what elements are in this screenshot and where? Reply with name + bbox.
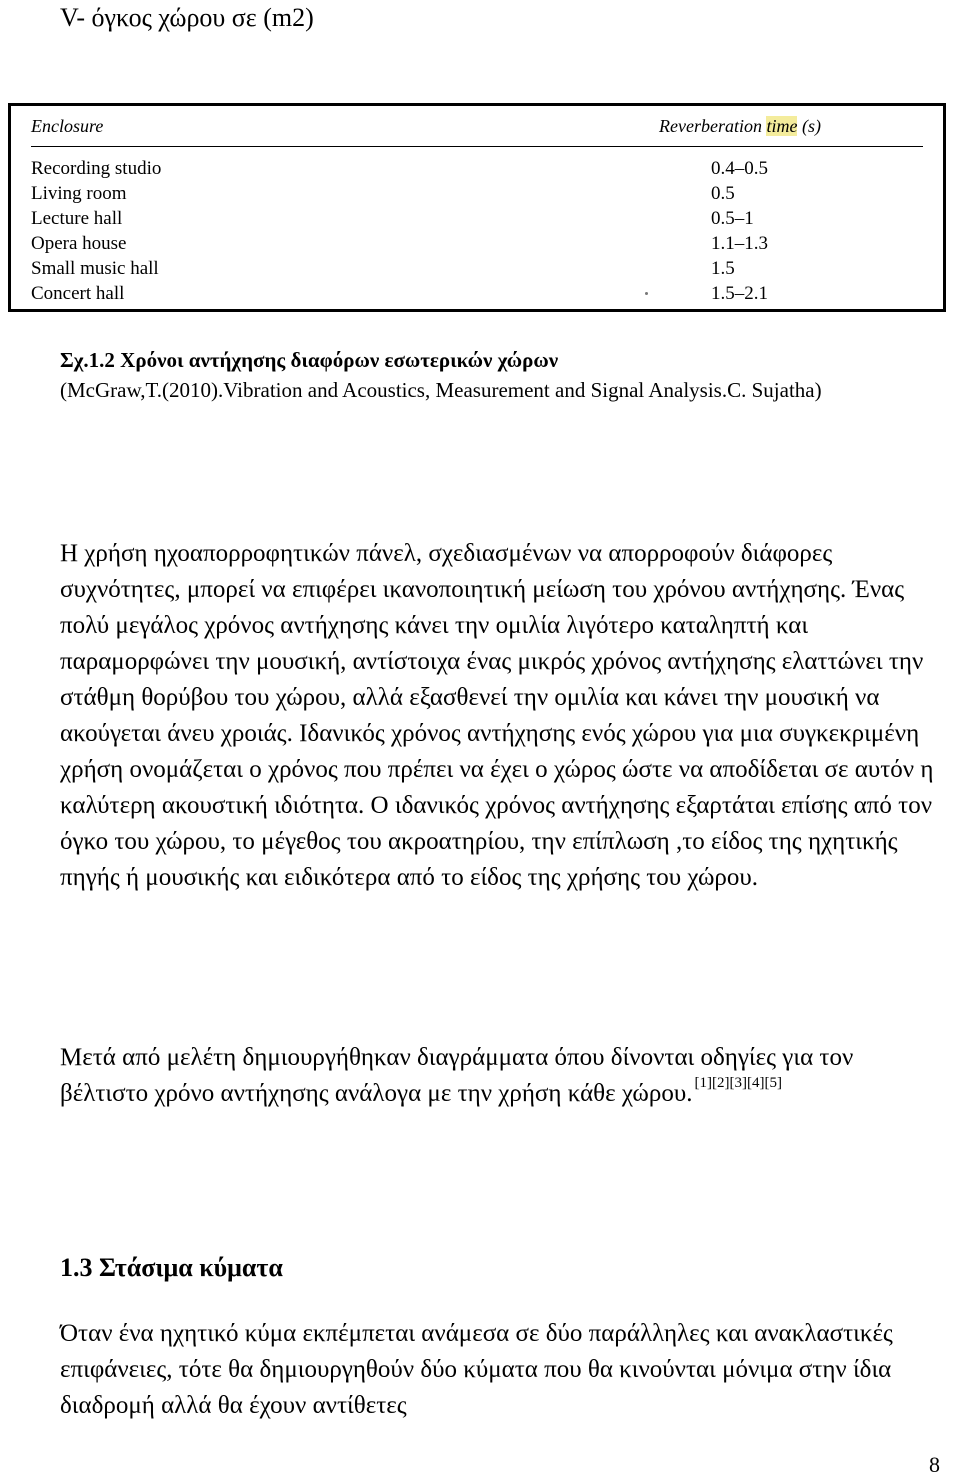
table-row	[31, 206, 931, 231]
reverberation-table-figure	[8, 103, 946, 312]
section-heading: 1.3 Στάσιμα κύματα	[60, 1253, 283, 1282]
para2-text: Μετά από μελέτη δημιουργήθηκαν διαγράμματα όπου δίνονται οδηγίες για τον βέλτιστο χρόνο αντήχησης ανάλογα με την χρήση κάθε χώρου.	[60, 1044, 854, 1107]
cell-enclosure: Living room	[31, 183, 127, 204]
table-row	[31, 256, 931, 281]
cell-time: 1.1–1.3	[711, 233, 768, 254]
table-header-rule	[31, 146, 923, 147]
cell-time: 1.5–2.1	[711, 283, 768, 304]
header-rt-unit: (s)	[797, 116, 821, 136]
cell-time: 0.5	[711, 183, 735, 204]
table-header-enclosure: Enclosure	[31, 116, 104, 136]
top-line-text: V- όγκος χώρου σε (m2)	[60, 3, 314, 32]
table-row	[31, 181, 931, 206]
table-row	[31, 231, 931, 256]
table-row	[31, 156, 931, 181]
cell-enclosure: Concert hall	[31, 283, 125, 304]
cell-time: 1.5	[711, 258, 735, 279]
reference-citations: [1][2][3][4][5]	[694, 1075, 782, 1091]
cell-time: 0.4–0.5	[711, 158, 768, 179]
body-paragraph-diagrams	[60, 1040, 940, 1115]
table-header-reverberation-time	[659, 116, 821, 137]
body-paragraph-reverberation: Η χρήση ηχοαπορροφητικών πάνελ, σχεδιασμένων να απορροφούν διάφορες συχνότητες, μπορεί να επιφέρει ικανοποιητική μείωση του χρόνου αντήχησης. Ένας πολύ μεγάλος χρόνος αντήχησης κάνει την ομιλία λιγότερο καταληπτή και παραμορφώνει την μουσική, αντίστοιχα ένας μικρός χρόνος αντήχησης ελαττώνει την στάθμη θορύβου του χώρου, αλλά εξασθενεί την ομιλία και κάνει την μουσική να ακούγεται άνευ χροιάς. Ιδανικός χρόνος αντήχησης ενός χώρου για μια συγκεκριμένη χρήση ονομάζεται ο χρόνος που πρέπει να έχει ο χώρος ώστε να αποδίδεται σε αυτόν η καλύτερη ακουστική ιδιότητα. Ο ιδανικός χρόνος αντήχησης εξαρτάται επίσης από τον όγκο του χώρου, το μέγεθος του ακροατηρίου, την επίπλωση ,το είδος της ηχητικής πηγής ή μουσικής και ειδικότερα από το είδος της χρήσης του χώρου.	[60, 540, 934, 891]
header-rt-highlight: time	[766, 116, 798, 136]
cell-enclosure: Small music hall	[31, 258, 159, 279]
body-paragraph-standing-waves: Όταν ένα ηχητικό κύμα εκπέμπεται ανάμεσα σε δύο παράλληλες και ανακλαστικές επιφάνειες, τότε θα δημιουργηθούν δύο κύματα που θα κινούνται μόνιμα στην ίδια διαδρομή αλλά θα έχουν αντίθετες	[60, 1320, 893, 1419]
cell-enclosure: Recording studio	[31, 158, 162, 179]
caption-source: (McGraw,T.(2010).Vibration and Acoustics, Measurement and Signal Analysis.C. Sujatha)	[60, 378, 822, 402]
header-rt-part: Reverberation	[659, 116, 767, 136]
caption-title: Σχ.1.2 Χρόνοι αντήχησης διαφόρων εσωτερικών χώρων	[60, 348, 559, 372]
cell-enclosure: Lecture hall	[31, 208, 123, 229]
table-row	[31, 281, 931, 306]
cell-time: 0.5–1	[711, 208, 754, 229]
page-number: 8	[929, 1452, 940, 1477]
table-body	[31, 156, 931, 306]
cell-enclosure: Opera house	[31, 233, 127, 254]
scan-speck	[645, 292, 648, 295]
figure-caption	[60, 345, 930, 405]
